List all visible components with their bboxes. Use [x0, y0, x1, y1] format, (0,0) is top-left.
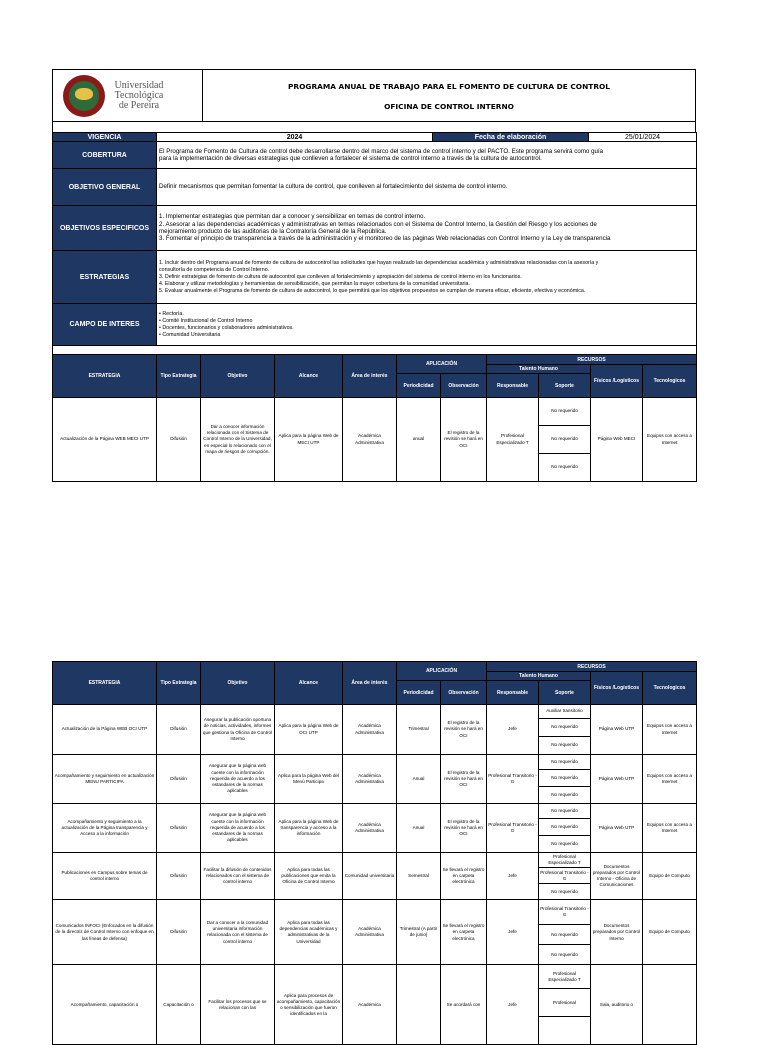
table-row: Comunicados INFOCI (Enfocados en la difusión de la directriz de Control Interno con enfoque en las líneas de defensa) Difusión Dar a conocer a la comunidad universitaria información relacionada con el sistema de control interno Aplica para todas las dependencias académicas y administrativas de la Universidad Académica Administrativa Trimestral (A partir de junio) Se llevará el registro en carpeta electrónica Jefe Profesional Transitorio - G Documentos preparados por Control Interno Equipo de Computo — [53, 900, 697, 925]
col-tipo: Tipo Estrategia — [157, 355, 201, 398]
table-row: Actualización de la Página WEB OCI UTP Difusión Asegurar la publicación oportuna de noticias, actividades, informes que gestiona la Oficina de Control Interno Aplica para la página Web de OCI UTP Académica Administrativa Trimestral El registro de la revisión se hará en OCI Jefe Auxiliar transitorio Página Web UTP Equipos con acceso a Internet — [53, 705, 697, 719]
section-label: OBJETIVOS ESPECIFICOS — [53, 206, 157, 251]
col-alcance: Alcance — [275, 355, 343, 398]
table-row: Acompañamiento y seguimiento a la actualización de la Página transparencia y Acceso a la información Difusión Asegurar que la página web cuente con la información requerida de acuerdo a los estandares de la normas aplicables Aplica para la página Web de transparencia y acceso a la información Académica Administrativa Anual El registro de la revisión se hará en OCI Profesional Transitorio - G No requerido Página Web UTP Equipos con acceso a Internet — [53, 804, 697, 819]
col-objetivo: Objetivo — [201, 355, 275, 398]
table-row: No requerido — [53, 836, 697, 853]
col-tecnologicos: Tecnologicos — [643, 672, 697, 705]
campo-interes-row — [53, 304, 697, 346]
fecha-value: 25/01/2024 — [589, 133, 697, 142]
activities-table-page-2 — [52, 661, 697, 1045]
document-page-2 — [52, 661, 696, 1045]
fecha-label: Fecha de elaboración — [433, 133, 589, 142]
program-info-table — [52, 132, 697, 354]
section-label: COBERTURA — [53, 142, 157, 169]
section-label: ESTRATEGIAS — [53, 251, 157, 304]
col-estrategia: ESTRATEGIA — [53, 662, 157, 705]
vigencia-label: VIGENCIA — [53, 133, 157, 142]
document-title: PROGRAMA ANUAL DE TRABAJO PARA EL FOMENTO DE CULTURA DE CONTROL — [287, 82, 611, 91]
col-talento: Talento Humano — [487, 365, 591, 374]
vigencia-year: 2024 — [157, 133, 433, 142]
col-soporte: Soporte — [539, 681, 591, 705]
table-row: No requerido — [53, 945, 697, 965]
cobertura-row — [53, 142, 697, 169]
section-text: • Rectoría. • Comité Institucional de Control Interno • Docentes, funcionarios y colaboradores administrativos. • Comunidad Universitaria — [157, 304, 697, 346]
spacer-row — [53, 346, 697, 355]
table-row: No requerido — [53, 737, 697, 755]
document-titles — [203, 70, 695, 121]
table-row: No requerido — [53, 719, 697, 737]
objetivo-general-row — [53, 169, 697, 206]
col-objetivo: Objetivo — [201, 662, 275, 705]
objetivos-especificos-row — [53, 206, 697, 251]
col-soporte: Soporte — [539, 374, 591, 398]
col-estrategia: ESTRATEGIA — [53, 355, 157, 398]
col-observacion: Observación — [441, 681, 487, 705]
vigencia-row — [53, 133, 697, 142]
table-row: Publicaciones en Campus sobre temas de control interno Difusión Facilitar la difusión de contenidos relacionados con el sistema de control interno Aplica para todas las publicaciones que emita la Oficina de Control Interno Comunidad universitaria Semestral Se llevará el registro en carpeta electrónica Jefe Profesional Especializado T Documentos preparados por Control Interno - Oficina de Comunicaciones Equipo de Computo — [53, 853, 697, 868]
col-aplicacion: APLICACIÓN — [397, 662, 487, 681]
table-row: No requerido — [53, 819, 697, 836]
activities-table-page-1 — [52, 354, 697, 482]
col-talento: Talento Humano — [487, 672, 591, 681]
section-label: OBJETIVO GENERAL — [53, 169, 157, 206]
document-page-1 — [52, 69, 696, 482]
activities-body — [53, 705, 697, 1045]
page-header — [52, 69, 696, 122]
table-row: No requerido — [53, 787, 697, 804]
table-row: No requerido — [53, 925, 697, 945]
col-fisicos: Físicos /Logísticos — [591, 672, 643, 705]
table-row: No requerido — [53, 770, 697, 787]
col-periodicidad: Periodicidad — [397, 681, 441, 705]
table-row: Profesional — [53, 989, 697, 1017]
col-responsable: Responsable — [487, 374, 539, 398]
table-row: Profesional Transitorio - G — [53, 868, 697, 884]
col-recursos: RECURSOS — [487, 662, 697, 672]
document-subtitle: OFICINA DE CONTROL INTERNO — [384, 102, 514, 111]
section-text: 1. Implementar estrategias que permitan dar a conocer y sensibilizar en temas de control interno. 2. Asesorar a las dependencias académicas y administrativas en temas relacionados con el Sistema de Control Interno, la Gestión del Riesgo y los acciones de mejoramiento producto de las auditorias de la Contraloría General de la República. 3. Fomentar el principio de transparencia a través de la administración y el monitoreo de las páginas Web relacionadas con Control Interno y la Ley de transparencia — [157, 206, 697, 251]
table-row: No requerido — [53, 426, 697, 454]
col-area: Área de interés — [343, 662, 397, 705]
col-periodicidad: Periodicidad — [397, 374, 441, 398]
university-name: Universidad Tecnológica de Pereira — [114, 79, 164, 111]
university-seal-icon — [63, 75, 105, 117]
section-label: CAMPO DE INTERES — [53, 304, 157, 346]
col-alcance: Alcance — [275, 662, 343, 705]
table-row: No requerido — [53, 884, 697, 900]
col-recursos: RECURSOS — [487, 355, 697, 365]
table-row: Acompañamiento, capacitación o Capacitación o Facilitar los procesos que se relacionan con las Aplica para procesos de acompañamiento, capacitación o sensibilización que fueron identificados en la Académica Se acordará con Jefe Profesional Especializado T Sala, auditorio o — [53, 965, 697, 989]
estrategias-row — [53, 251, 697, 304]
col-aplicacion: APLICACIÓN — [397, 355, 487, 374]
col-area: Área de interés — [343, 355, 397, 398]
col-responsable: Responsable — [487, 681, 539, 705]
section-text: Definir mecanismos que permitan fomentar la cultura de control, que conlleven al fortalecimiento del sistema de control interno. — [157, 169, 697, 206]
university-logo — [53, 70, 203, 121]
col-tipo: Tipo Estrategia — [157, 662, 201, 705]
table-row: Acompañamiento y seguimiento en actualización MENU PARTICIPA Difusión Asegurar que la página web cuente con la información requerida de acuerdo a los estandares de la normas aplicables Aplica para la página Web del Menú Participa Académica Administrativa Anual El registro de la revisión se hará en OCI Profesional Transitorio - G No requerido Página Web UTP Equipos con acceso a Internet — [53, 755, 697, 770]
table-row: No requerido — [53, 454, 697, 482]
spacer — [52, 122, 696, 132]
table-row: Actualización de la Página WEB MECI UTP Difusión Dar a conocer información relacionada con el Sistema de Control Interno de la Universidad, en especial lo relacionado con el mapa de riesgos de corrupción. Aplica para la página Web de MECI UTP Académica Administrativa anual El registro de la revisión se hará en OCI Profesional Especializado T No requerido Página Web MECI Equipos con acceso a Internet — [53, 398, 697, 426]
col-fisicos: Físicos /Logísticos — [591, 365, 643, 398]
col-observacion: Observación — [441, 374, 487, 398]
col-tecnologicos: Tecnologicos — [643, 365, 697, 398]
section-text: El Programa de Fomento de Cultura de control debe desarrollarse dentro del marco del sistema de control interno y del PACTO. Este programa servirá como guía para la implementación de diversas estrategias que conlleven a fortalecer el sistema de control interno a través de la cultura de autocontrol. — [157, 142, 697, 169]
section-text: 1. Incluir dentro del Programa anual de fomento de cultura de autocontrol las solicitudes que hayan realizado las dependencias académica y administrativas relacionadas con la asesoría y consultoría de competencia de Control Interno. 3. Definir estrategias de fomento de cultura de autocontrol que conlleven al fortalecimiento y apropiación del sistema de control interno en los funcionarios. 4. Elaborar y utilizar metodologías y herramientas de sensibilización, que permitan la mayor cobertura de la comunidad universitaria. 5. Evaluar anualmente el Programa de fomento de cultura de autocontrol, lo que permitirá que los objetivos propuestos se cumplan de manera eficaz, eficiente, efectiva y económica. — [157, 251, 697, 304]
